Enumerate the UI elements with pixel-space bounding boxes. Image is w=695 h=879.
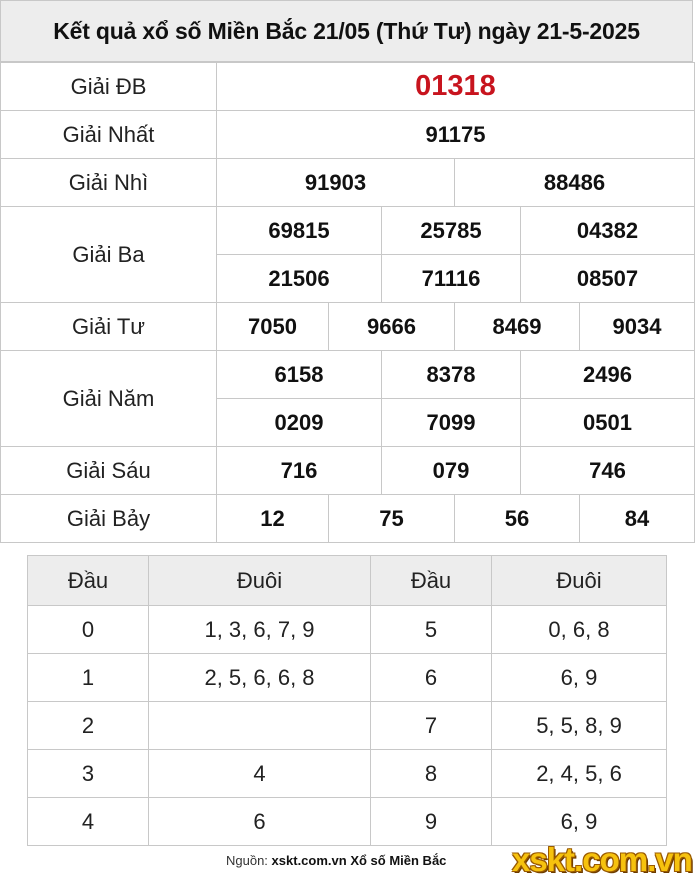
prize-number: 2496 <box>521 351 695 399</box>
prize-label: Giải Nhất <box>1 111 217 159</box>
prize-number: 75 <box>329 495 455 543</box>
loto-header-duoi: Đuôi <box>492 556 667 606</box>
loto-duoi: 6 <box>149 798 371 846</box>
loto-header-row <box>28 556 667 606</box>
prize-number: 91903 <box>217 159 455 207</box>
loto-duoi: 2, 5, 6, 6, 8 <box>149 654 371 702</box>
prize-number: 56 <box>455 495 580 543</box>
loto-duoi: 6, 9 <box>492 654 667 702</box>
prize-number: 7099 <box>382 399 521 447</box>
prize-number: 25785 <box>382 207 521 255</box>
prize-number: 8378 <box>382 351 521 399</box>
prize-number: 746 <box>521 447 695 495</box>
loto-duoi: 1, 3, 6, 7, 9 <box>149 606 371 654</box>
prize-row-nhi <box>1 159 695 207</box>
prize-number: 0209 <box>217 399 382 447</box>
loto-duoi: 0, 6, 8 <box>492 606 667 654</box>
loto-header-dau: Đầu <box>28 556 149 606</box>
source-prefix: Nguồn: <box>226 853 268 868</box>
loto-dau: 1 <box>28 654 149 702</box>
prize-number: 21506 <box>217 255 382 303</box>
prize-number: 7050 <box>217 303 329 351</box>
prize-label: Giải Bảy <box>1 495 217 543</box>
prize-number: 91175 <box>217 111 695 159</box>
source-site: xskt.com.vn <box>271 853 347 868</box>
loto-duoi <box>149 702 371 750</box>
source-name: Xổ số Miền Bắc <box>350 853 447 868</box>
loto-dau: 6 <box>371 654 492 702</box>
prize-row-bay <box>1 495 695 543</box>
loto-dau: 2 <box>28 702 149 750</box>
loto-dau: 3 <box>28 750 149 798</box>
loto-row <box>28 606 667 654</box>
prize-number: 6158 <box>217 351 382 399</box>
loto-table <box>27 555 667 846</box>
prize-label: Giải Năm <box>1 351 217 447</box>
loto-dau: 8 <box>371 750 492 798</box>
loto-dau: 7 <box>371 702 492 750</box>
prize-label: Giải ĐB <box>1 63 217 111</box>
loto-dau: 9 <box>371 798 492 846</box>
brand-logo: xskt.com.vn <box>512 841 692 878</box>
loto-row <box>28 750 667 798</box>
prize-row-db <box>1 63 695 111</box>
prize-number: 9666 <box>329 303 455 351</box>
prize-label: Giải Tư <box>1 303 217 351</box>
prize-number: 01318 <box>217 63 695 111</box>
loto-duoi: 4 <box>149 750 371 798</box>
prize-label: Giải Sáu <box>1 447 217 495</box>
prize-label: Giải Ba <box>1 207 217 303</box>
page-title: Kết quả xổ số Miền Bắc 21/05 (Thứ Tư) ngày 21-5-2025 <box>0 0 693 62</box>
loto-duoi: 5, 5, 8, 9 <box>492 702 667 750</box>
loto-duoi: 6, 9 <box>492 798 667 846</box>
loto-row <box>28 798 667 846</box>
prize-row-nhat <box>1 111 695 159</box>
prize-row-sau <box>1 447 695 495</box>
loto-row <box>28 654 667 702</box>
prize-row-ba <box>1 207 695 255</box>
prize-number: 716 <box>217 447 382 495</box>
prize-number: 88486 <box>455 159 695 207</box>
loto-dau: 4 <box>28 798 149 846</box>
loto-dau: 5 <box>371 606 492 654</box>
prize-number: 0501 <box>521 399 695 447</box>
prize-row-nam <box>1 351 695 399</box>
loto-header-dau: Đầu <box>371 556 492 606</box>
prize-number: 079 <box>382 447 521 495</box>
prize-number: 8469 <box>455 303 580 351</box>
prize-number: 69815 <box>217 207 382 255</box>
prize-label: Giải Nhì <box>1 159 217 207</box>
source-credit <box>226 853 446 868</box>
prize-row-tu <box>1 303 695 351</box>
results-table <box>0 62 695 543</box>
prize-number: 12 <box>217 495 329 543</box>
prize-number: 71116 <box>382 255 521 303</box>
loto-dau: 0 <box>28 606 149 654</box>
prize-number: 9034 <box>580 303 695 351</box>
prize-number: 04382 <box>521 207 695 255</box>
prize-number: 08507 <box>521 255 695 303</box>
loto-row <box>28 702 667 750</box>
prize-number: 84 <box>580 495 695 543</box>
loto-header-duoi: Đuôi <box>149 556 371 606</box>
loto-duoi: 2, 4, 5, 6 <box>492 750 667 798</box>
